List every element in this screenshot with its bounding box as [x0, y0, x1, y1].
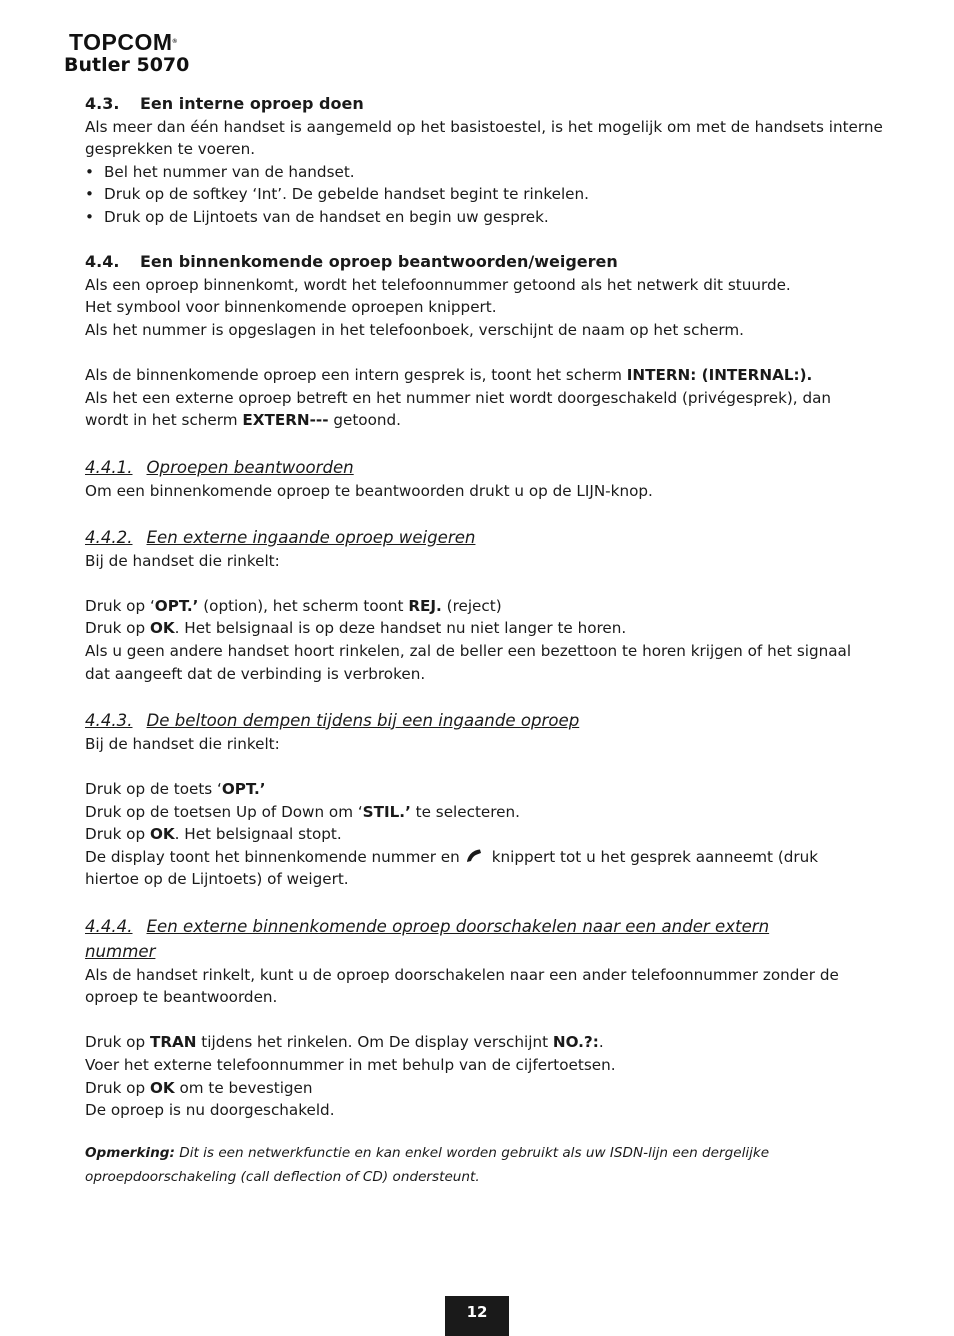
subsection-title: De beltoon dempen tijdens bij een ingaande oproep: [146, 710, 580, 730]
paragraph-line: Druk op TRAN tijdens het rinkelen. Om De display verschijnt NO.?:.: [85, 1033, 604, 1052]
paragraph-line: Druk op de toetsen Up of Down om ‘STIL.’ te selecteren.: [85, 802, 520, 821]
section-title: Een binnenkomende oproep beantwoorden/weigeren: [140, 252, 618, 272]
paragraph-line: Als een oproep binnenkomt, wordt het telefoonnummer getoond als het netwerk dit stuurde.: [85, 275, 791, 294]
section-number: 4.3.: [85, 94, 120, 113]
paragraph-line: Als het nummer is opgeslagen in het telefoonboek, verschijnt de naam op het scherm.: [85, 320, 745, 339]
paragraph-line: Als de handset rinkelt, kunt u de oproep doorschakelen naar een ander telefoonnummer zonder de: [85, 965, 839, 984]
paragraph-line: Als meer dan één handset is aangemeld op het basistoestel, is het mogelijk om met de handsets interne: [85, 117, 883, 136]
subsection-heading-4-4-2: [85, 525, 895, 550]
incoming-call-icon: [464, 848, 484, 864]
paragraph-line: Druk op OK om te bevestigen: [85, 1078, 313, 1097]
paragraph-line: hiertoe op de Lijntoets) of weigert.: [85, 870, 349, 889]
paragraph-line: Druk op OK. Het belsignaal is op deze handset nu niet langer te horen.: [85, 619, 627, 638]
page-content: [85, 93, 895, 1189]
section-heading-4-4: [85, 251, 895, 274]
subsection-heading-4-4-1: [85, 455, 895, 480]
paragraph-line: Als de binnenkomende oproep een intern gesprek is, toont het scherm INTERN: (INTERNAL:).: [85, 366, 813, 385]
screen-text-intern: INTERN: (INTERNAL:).: [626, 366, 813, 385]
paragraph-line: Druk op OK. Het belsignaal stopt.: [85, 825, 342, 844]
subsection-number: 4.4.4.: [85, 916, 133, 936]
note-line: oproepdoorschakeling (call deflection of CD) ondersteunt.: [85, 1168, 480, 1185]
section-title: Een interne oproep doen: [140, 94, 364, 113]
model-name: Butler 5070: [64, 54, 190, 76]
subsection-heading-4-4-3: [85, 708, 895, 733]
paragraph-line: Voer het externe telefoonnummer in met behulp van de cijfertoetsen.: [85, 1055, 616, 1074]
page-number: 12: [445, 1296, 509, 1336]
section-number: 4.4.: [85, 252, 120, 272]
paragraph-line: oproep te beantwoorden.: [85, 988, 278, 1007]
note-label: Opmerking:: [85, 1144, 175, 1161]
paragraph-line: Als het een externe oproep betreft en het nummer niet wordt doorgeschakeld (privégesprek), dan: [85, 388, 832, 407]
list-item: • Druk op de softkey ‘Int’. De gebelde handset begint te rinkelen.: [85, 183, 895, 206]
brand-name: TOPCOM: [69, 29, 173, 55]
paragraph-line: Bij de handset die rinkelt:: [85, 551, 280, 570]
paragraph-line: Druk op ‘OPT.’ (option), het scherm toont REJ. (reject): [85, 596, 502, 615]
page-header: [64, 30, 189, 76]
registered-mark: ®: [172, 39, 178, 45]
paragraph-line: De oproep is nu doorgeschakeld.: [85, 1101, 335, 1120]
paragraph-line: dat aangeeft dat de verbinding is verbroken.: [85, 664, 426, 683]
subsection-title: Oproepen beantwoorden: [146, 457, 354, 477]
paragraph-line: Bij de handset die rinkelt:: [85, 734, 280, 753]
subsection-title-continued: nummer: [85, 941, 156, 961]
list-item: • Bel het nummer van de handset.: [85, 161, 895, 184]
paragraph-line: Om een binnenkomende oproep te beantwoorden drukt u op de LIJN-knop.: [85, 481, 653, 500]
bullet-mark: •: [85, 207, 94, 226]
paragraph-line: gesprekken te voeren.: [85, 140, 256, 159]
bullet-mark: •: [85, 185, 94, 204]
subsection-number: 4.4.3.: [85, 710, 133, 730]
subsection-title: Een externe binnenkomende oproep doorschakelen naar een ander extern: [146, 916, 770, 936]
note-line: Opmerking: Dit is een netwerkfunctie en kan enkel worden gebruikt als uw ISDN-lijn een dergelijke: [85, 1144, 770, 1161]
subsection-number: 4.4.2.: [85, 527, 133, 547]
paragraph-line: Het symbool voor binnenkomende oproepen knippert.: [85, 298, 497, 317]
paragraph-line: Als u geen andere handset hoort rinkelen, zal de beller een bezettoon te horen krijgen of het signaal: [85, 642, 852, 661]
bullet-mark: •: [85, 162, 94, 181]
screen-text-extern: EXTERN---: [242, 411, 329, 430]
subsection-number: 4.4.1.: [85, 457, 133, 477]
list-item: • Druk op de Lijntoets van de handset en begin uw gesprek.: [85, 206, 895, 229]
section-heading-4-3: [85, 93, 895, 116]
brand-logo: [64, 30, 189, 54]
paragraph-line: Druk op de toets ‘OPT.’: [85, 780, 266, 799]
subsection-heading-4-4-4: [85, 914, 895, 939]
subsection-title: Een externe ingaande oproep weigeren: [146, 527, 476, 547]
paragraph-line: De display toont het binnenkomende nummer en knippert tot u het gesprek aanneemt (druk: [85, 847, 819, 866]
paragraph-line: wordt in het scherm EXTERN--- getoond.: [85, 411, 401, 430]
